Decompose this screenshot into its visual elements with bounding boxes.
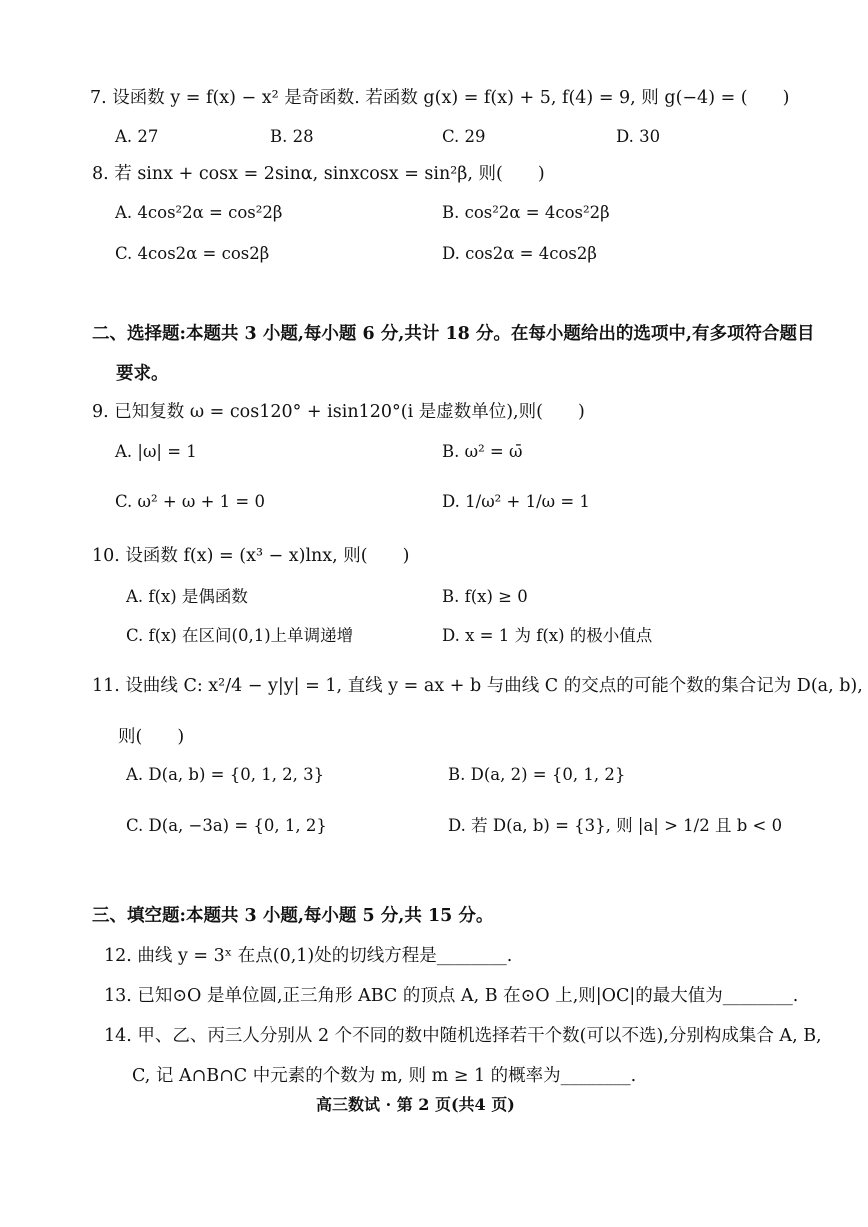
question-9-stem: 9. 已知复数 ω = cos120° + isin120°(i 是虚数单位),则( ) — [92, 402, 585, 422]
question-14: 14. 甲、乙、丙三人分别从 2 个不同的数中随机选择若干个数(可以不选),分别构成集合 A, B, — [104, 1026, 822, 1046]
question-9-option-a: A. |ω| = 1 — [115, 442, 197, 461]
question-11-option-a: A. D(a, b) = {0, 1, 2, 3} — [126, 765, 325, 784]
section-3-heading: 三、填空题:本题共 3 小题,每小题 5 分,共 15 分。 — [92, 906, 494, 926]
question-8-option-a: A. 4cos²2α = cos²2β — [115, 203, 283, 222]
question-8-option-c: C. 4cos2α = cos2β — [115, 244, 270, 263]
question-7-option-d: D. 30 — [616, 127, 661, 146]
section-2-heading: 二、选择题:本题共 3 小题,每小题 6 分,共计 18 分。在每小题给出的选项中,有多项符合题目 — [92, 324, 815, 344]
question-10-option-c: C. f(x) 在区间(0,1)上单调递增 — [126, 626, 354, 645]
question-8-option-d: D. cos2α = 4cos2β — [442, 244, 597, 263]
question-11-option-b: B. D(a, 2) = {0, 1, 2} — [448, 765, 626, 784]
question-10-option-a: A. f(x) 是偶函数 — [126, 587, 248, 606]
question-7-stem: 7. 设函数 y = f(x) − x² 是奇函数. 若函数 g(x) = f(x) + 5, f(4) = 9, 则 g(−4) = ( ) — [90, 88, 790, 108]
question-11-option-c: C. D(a, −3a) = {0, 1, 2} — [126, 816, 327, 835]
question-12: 12. 曲线 y = 3ˣ 在点(0,1)处的切线方程是________. — [104, 946, 513, 966]
section-2-heading-cont: 要求。 — [116, 364, 169, 384]
question-11-stem: 11. 设曲线 C: x²/4 − y|y| = 1, 直线 y = ax + b 与曲线 C 的交点的可能个数的集合记为 D(a, b), — [92, 676, 863, 696]
question-7-option-b: B. 28 — [270, 127, 314, 146]
question-7-option-c: C. 29 — [442, 127, 486, 146]
question-10-stem: 10. 设函数 f(x) = (x³ − x)lnx, 则( ) — [92, 546, 410, 566]
question-9-option-c: C. ω² + ω + 1 = 0 — [115, 492, 265, 511]
question-11-stem-cont: 则( ) — [118, 727, 185, 747]
question-7-option-a: A. 27 — [115, 127, 159, 146]
question-11-option-d: D. 若 D(a, b) = {3}, 则 |a| > 1/2 且 b < 0 — [448, 816, 783, 835]
question-9-option-d: D. 1/ω² + 1/ω = 1 — [442, 492, 590, 511]
question-10-option-b: B. f(x) ≥ 0 — [442, 587, 528, 606]
page-footer: 高三数试 · 第 2 页(共4 页) — [316, 1095, 515, 1114]
question-14-cont: C, 记 A∩B∩C 中元素的个数为 m, 则 m ≥ 1 的概率为________. — [132, 1066, 637, 1086]
question-13: 13. 已知⊙O 是单位圆,正三角形 ABC 的顶点 A, B 在⊙O 上,则|OC|的最大值为________. — [104, 986, 799, 1006]
question-9-option-b: B. ω² = ω̄ — [442, 442, 523, 461]
question-8-option-b: B. cos²2α = 4cos²2β — [442, 203, 610, 222]
question-10-option-d: D. x = 1 为 f(x) 的极小值点 — [442, 626, 653, 645]
question-8-stem: 8. 若 sinx + cosx = 2sinα, sinxcosx = sin²β, 则( ) — [92, 164, 545, 184]
